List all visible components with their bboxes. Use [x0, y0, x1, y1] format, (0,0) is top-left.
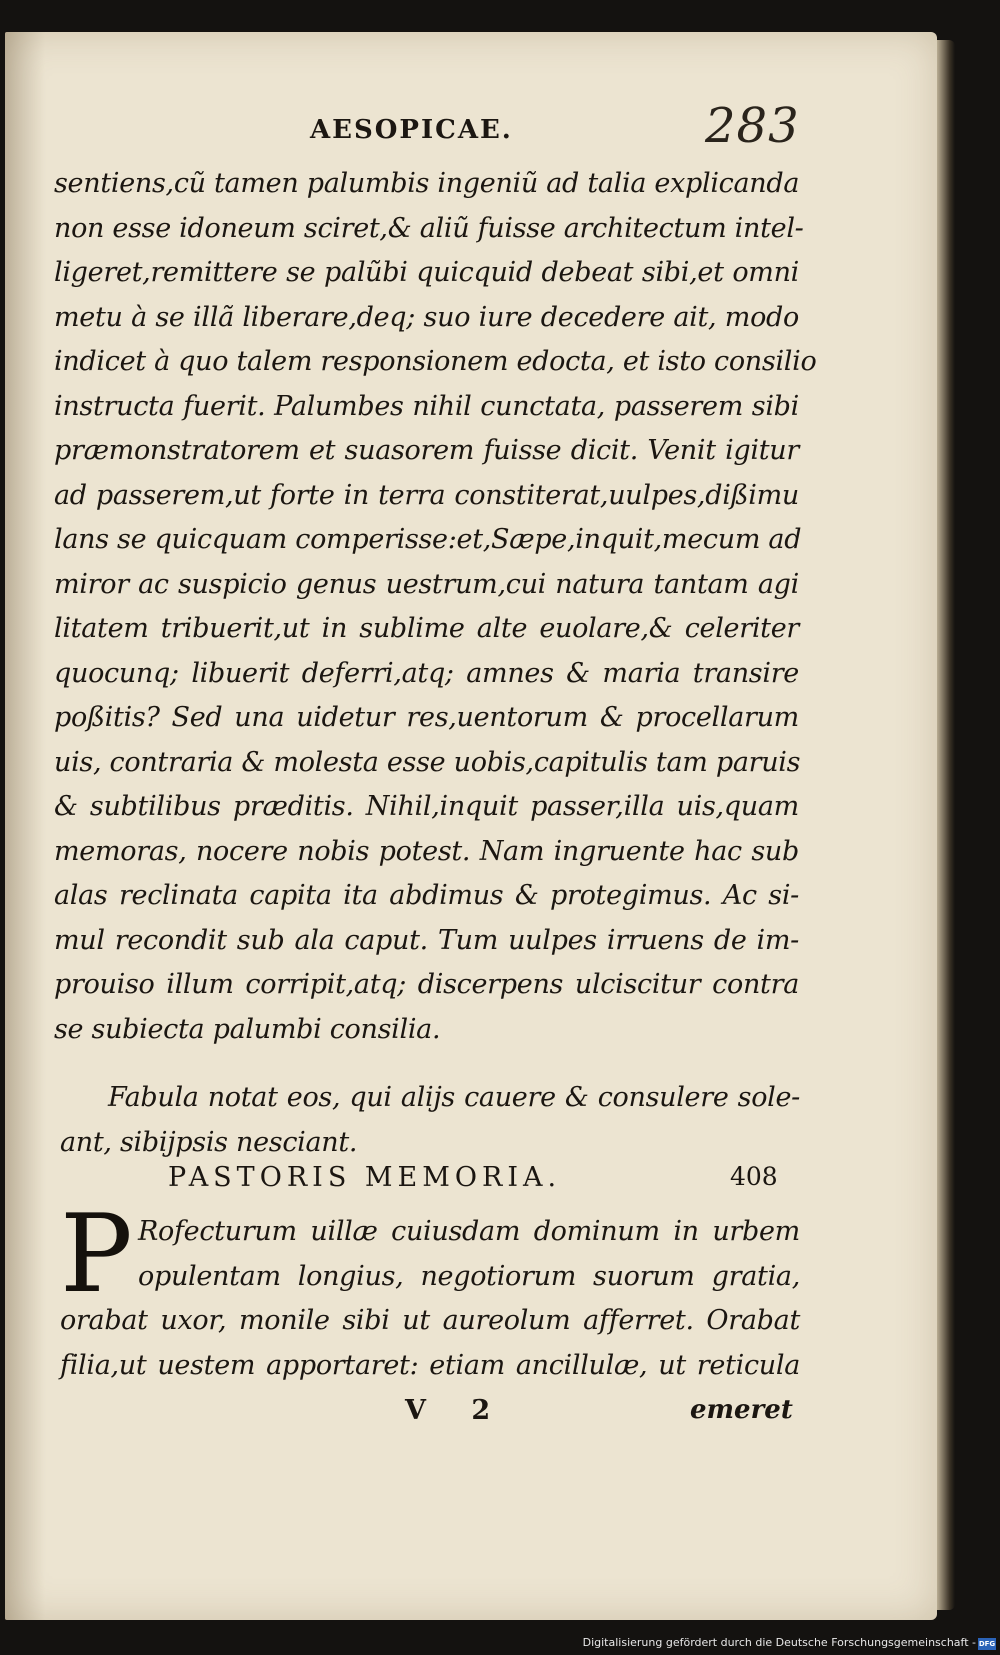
text-line: quocunq; libuerit deferri,atq; amnes & maria transire: [54, 657, 799, 689]
text-line: alas reclinata capita ita abdimus & protegimus. Ac si-: [54, 880, 799, 911]
text-line: ligeret,remittere se palũbi quicquid debeat sibi,et omni: [54, 257, 799, 288]
text-line: metu à se illã liberare,deq; suo iure decedere ait, modo: [54, 301, 799, 333]
text-line: mul recondit sub ala caput. Tum uulpes irruens de im-: [54, 924, 799, 956]
running-head: AESOPICAE.: [310, 115, 513, 145]
text-line: præmonstratorem et suasorem fuisse dicit. Venit igitur: [54, 435, 799, 466]
page-number: 283: [705, 98, 800, 154]
fable-number: 408: [730, 1162, 778, 1191]
text-line: filia,ut uestem apportaret: etiam ancillulæ, ut reticula: [60, 1349, 800, 1381]
fable-moral: [60, 1076, 800, 1165]
fable-body-text: [60, 1299, 800, 1388]
fable-continuation-text: [54, 162, 817, 1052]
text-line: poßitis? Sed una uidetur res,uentorum & procellarum: [54, 702, 799, 733]
text-line: Rofecturum uillæ cuiusdam dominum in urbem: [138, 1216, 800, 1247]
page-edge: [937, 40, 955, 1610]
text-line: lans se quicquam comperisse:et,Sæpe,inquit,mecum ad: [54, 524, 802, 555]
signature-mark: V 2: [405, 1395, 509, 1426]
text-line: memoras, nocere nobis potest. Nam ingruente hac sub: [54, 835, 799, 867]
text-line: sentiens,cũ tamen palumbis ingeniũ ad talia explicanda: [54, 168, 800, 199]
moral-line: ant, sibijpsis nesciant.: [60, 1126, 358, 1158]
fable-opening-text: [138, 1210, 800, 1299]
text-line: uis, contraria & molesta esse uobis,capitulis tam paruis: [54, 746, 801, 778]
fable-title: PASTORIS MEMORIA.: [168, 1162, 562, 1193]
gutter-shade: [5, 32, 45, 1620]
text-line: opulentam longius, negotiorum suorum gratia,: [138, 1260, 800, 1292]
text-line: se subiecta palumbi consilia.: [54, 1013, 441, 1045]
drop-cap-initial: P: [60, 1192, 133, 1317]
text-line: instructa fuerit. Palumbes nihil cunctata, passerem sibi: [54, 390, 799, 422]
text-line: orabat uxor, monile sibi ut aureolum afferret. Orabat: [60, 1305, 800, 1336]
digitization-credit: Digitalisierung gefördert durch die Deutsche Forschungsgemeinschaft -: [582, 1636, 976, 1649]
text-line: non esse idoneum sciret,& aliũ fuisse architectum intel-: [54, 212, 804, 244]
dfg-logo: DFG: [978, 1640, 996, 1648]
text-line: litatem tribuerit,ut in sublime alte euolare,& celeriter: [54, 613, 799, 644]
catchword: emeret: [690, 1395, 793, 1425]
text-line: indicet à quo talem responsionem edocta, et isto consilio: [54, 346, 817, 377]
text-line: ad passerem,ut forte in terra constiterat,uulpes,dißimu: [54, 479, 799, 511]
text-line: prouiso illum corripit,atq; discerpens ulciscitur contra: [54, 969, 799, 1000]
text-line: & subtilibus præditis. Nihil,inquit passer,illa uis,quam: [54, 791, 799, 822]
moral-line: Fabula notat eos, qui alijs cauere & consulere sole-: [108, 1082, 800, 1113]
text-line: miror ac suspicio genus uestrum,cui natura tantam agi: [54, 568, 799, 600]
